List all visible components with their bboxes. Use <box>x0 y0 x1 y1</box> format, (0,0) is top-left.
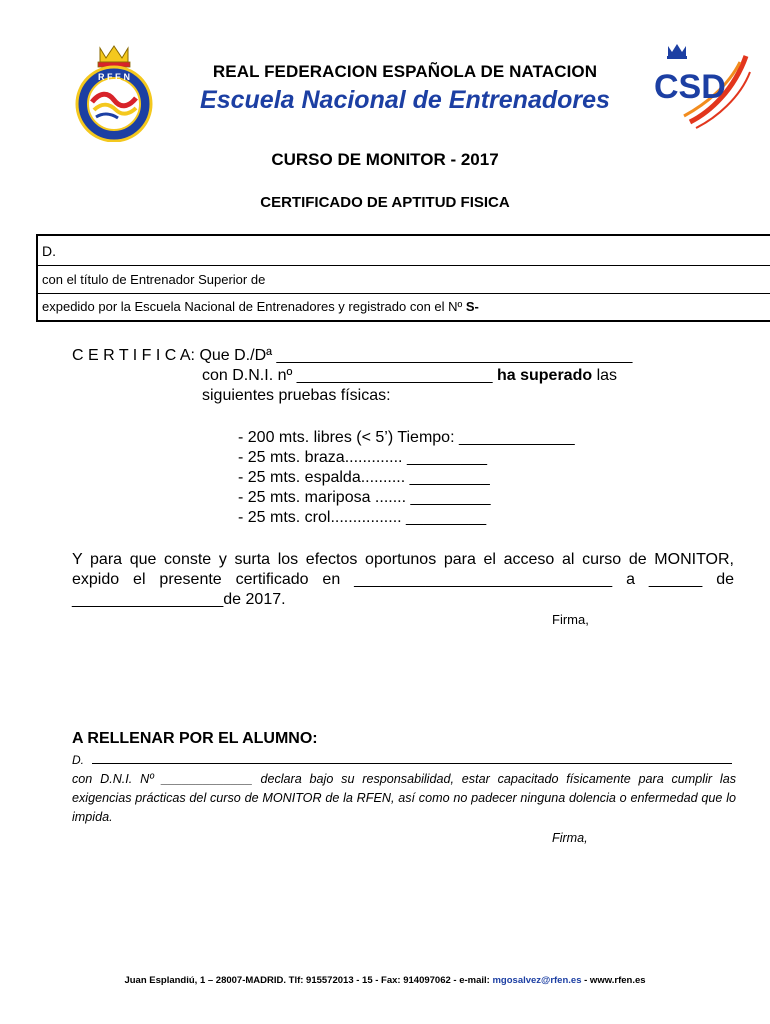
footer-web: - www.rfen.es <box>581 975 646 986</box>
registration-label: expedido por la Escuela Nacional de Entrenadores y registrado con el Nº <box>42 299 466 314</box>
ha-superado-text: ha superado <box>496 367 593 384</box>
school-name: Escuela Nacional de Entrenadores <box>200 86 610 114</box>
las-text: las <box>592 367 618 384</box>
firma-label: Firma, <box>552 612 589 627</box>
test-25-crol: - 25 mts. crol................ _________ <box>238 509 487 526</box>
coach-registration-field[interactable] <box>38 294 770 320</box>
csd-logo-text: CSD <box>654 68 726 106</box>
course-title: CURSO DE MONITOR - 2017 <box>271 150 499 169</box>
coach-title-field[interactable]: con el título de Entrenador Superior de <box>38 266 770 294</box>
dni-label: con D.N.I. nº ______________________ <box>202 367 497 384</box>
alumno-declaration: con D.N.I. Nº _____________ declara bajo su responsabilidad, estar capacitado físicamente para cumplir las exigencias prácticas del curso de MONITOR de la RFEN, así como no padecer ninguna dolencia o enfermedad que lo impida. <box>72 772 736 824</box>
alumno-name-field[interactable] <box>92 752 732 764</box>
organization-name: REAL FEDERACION ESPAÑOLA DE NATACION <box>212 62 598 81</box>
alumno-firma-label: Firma, <box>552 831 588 845</box>
alumno-section-title: A RELLENAR POR EL ALUMNO: <box>72 730 318 747</box>
dni-line <box>202 366 617 386</box>
footer-contact <box>0 975 770 986</box>
certifica-line: C E R T I F I C A: Que D./Dª ________________________________________ <box>72 347 633 364</box>
alumno-name-line <box>72 752 734 767</box>
registration-prefix: S- <box>465 299 479 314</box>
test-200-libres: - 200 mts. libres (< 5’) Tiempo: _____________ <box>238 429 575 446</box>
coach-name-field[interactable]: D. <box>38 236 770 266</box>
csd-logo <box>650 42 752 130</box>
rfen-logo <box>72 44 156 142</box>
alumno-d-label: D. <box>72 753 84 767</box>
certificate-title: CERTIFICADO DE APTITUD FISICA <box>260 194 510 211</box>
test-25-mariposa: - 25 mts. mariposa ....... _________ <box>238 489 491 506</box>
test-25-espalda: - 25 mts. espalda.......... _________ <box>238 469 490 486</box>
footer-email-link[interactable]: mgosalvez@rfen.es <box>492 975 582 986</box>
conste-paragraph: Y para que conste y surta los efectos oportunos para el acceso al curso de MONITOR, expido el presente certificado en _____________________________ a ______ de _________________de 2017. <box>72 551 734 608</box>
coach-info-box <box>36 234 770 322</box>
test-25-braza: - 25 mts. braza............. _________ <box>238 449 488 466</box>
pruebas-intro: siguientes pruebas físicas: <box>202 387 391 404</box>
footer-address: Juan Esplandiú, 1 – 28007-MADRID. Tlf: 915572013 - 15 - Fax: 914097062 - e-mail: <box>124 975 493 986</box>
rfen-logo-text: R F E N <box>97 72 131 82</box>
